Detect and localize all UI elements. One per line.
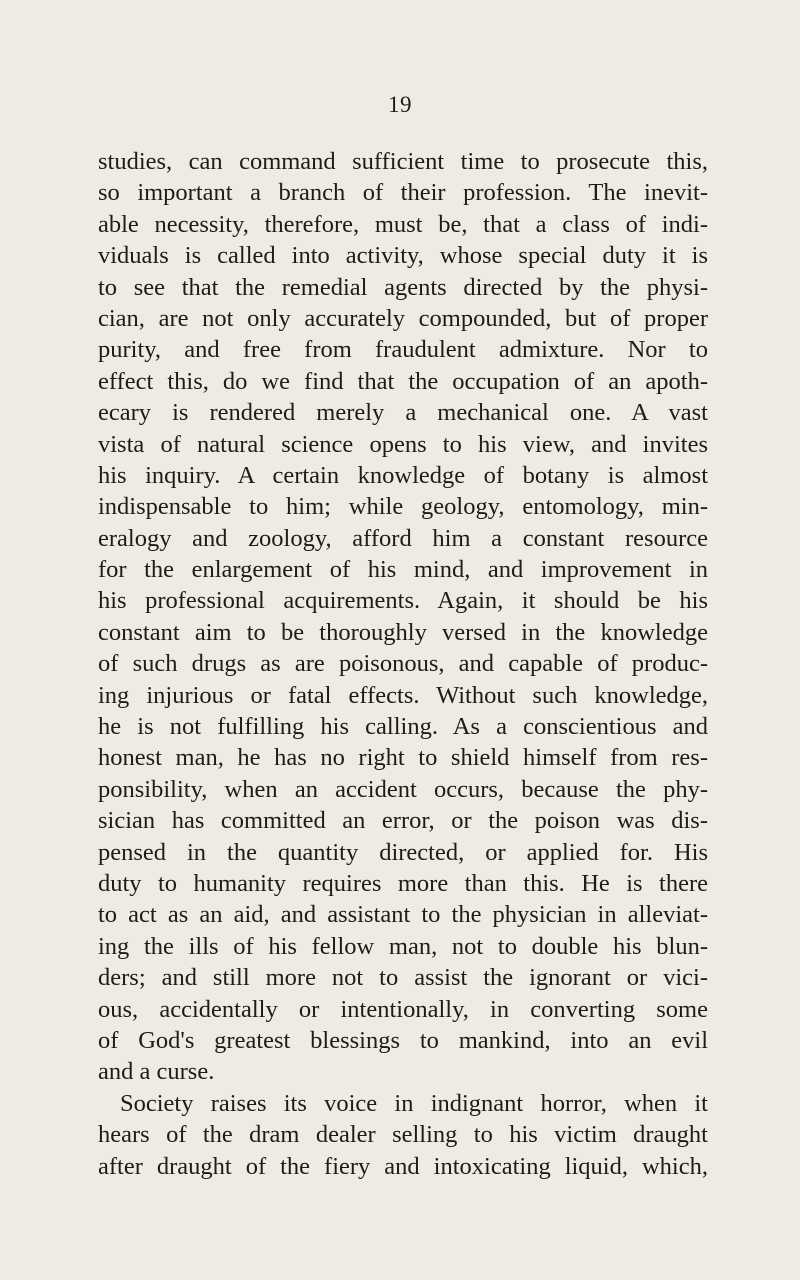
text-line: so important a branch of their profession. The inevit-	[98, 179, 708, 207]
text-line: ecary is rendered merely a mechanical one. A vast	[98, 399, 708, 427]
text-line: constant aim to be thoroughly versed in the knowledge	[98, 618, 708, 646]
text-line: cian, are not only accurately compounded, but of proper	[98, 304, 708, 332]
text-line: to see that the remedial agents directed by the physi-	[98, 273, 708, 301]
text-line: honest man, he has no right to shield himself from res-	[98, 744, 708, 772]
text-line: indispensable to him; while geology, entomology, min-	[98, 493, 708, 521]
text-line: hears of the dram dealer selling to his victim draught	[98, 1121, 708, 1149]
text-line-paragraph-start: Society raises its voice in indignant horror, when it	[120, 1089, 708, 1117]
text-line: ing injurious or fatal effects. Without such knowledge,	[98, 681, 708, 709]
text-line: to act as an aid, and assistant to the physician in alleviat-	[98, 901, 708, 929]
text-line: ponsibility, when an accident occurs, because the phy-	[98, 775, 708, 803]
text-line-paragraph-end: and a curse.	[98, 1058, 215, 1086]
text-line: able necessity, therefore, must be, that a class of indi-	[98, 210, 708, 238]
body-text	[98, 146, 708, 1182]
text-line: duty to humanity requires more than this. He is there	[98, 869, 708, 897]
text-line: his inquiry. A certain knowledge of botany is almost	[98, 461, 708, 489]
text-line: studies, can command sufficient time to prosecute this,	[98, 148, 708, 175]
page-number: 19	[388, 92, 412, 117]
text-line: for the enlargement of his mind, and improvement in	[98, 556, 708, 584]
text-line: purity, and free from fraudulent admixture. Nor to	[98, 336, 708, 364]
text-line: effect this, do we find that the occupation of an apoth-	[98, 367, 708, 395]
text-line: ing the ills of his fellow man, not to double his blun-	[98, 932, 708, 960]
text-line: of God's greatest blessings to mankind, into an evil	[98, 1026, 708, 1054]
text-line: viduals is called into activity, whose special duty it is	[98, 242, 708, 270]
text-line: he is not fulfilling his calling. As a conscientious and	[98, 713, 708, 741]
text-line: ous, accidentally or intentionally, in converting some	[98, 995, 708, 1023]
text-line: ders; and still more not to assist the ignorant or vici-	[98, 964, 708, 992]
text-line: sician has committed an error, or the poison was dis-	[98, 807, 708, 835]
text-line: of such drugs as are poisonous, and capable of produc-	[98, 650, 708, 678]
text-line: eralogy and zoology, afford him a constant resource	[98, 524, 708, 552]
text-line: pensed in the quantity directed, or applied for. His	[98, 838, 708, 866]
text-line: vista of natural science opens to his view, and invites	[98, 430, 708, 458]
text-line: his professional acquirements. Again, it should be his	[98, 587, 708, 615]
text-line: after draught of the fiery and intoxicating liquid, which,	[98, 1152, 708, 1180]
